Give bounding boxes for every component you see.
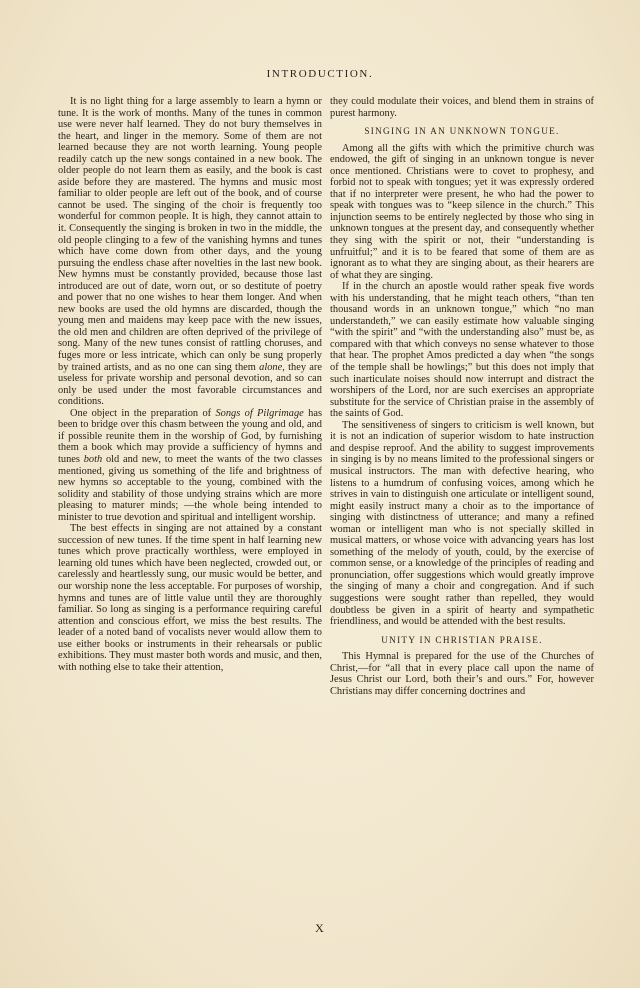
paragraph-text: they are useless for private worship and personal devotion, and so can only be used under the most favorable circumstances and conditions. [58, 361, 322, 408]
paragraph-text: has been to bridge over this chasm between the young and old, and if possible reunite them in the worship of God, by furnishing them a book which may provide a sufficiency of hymns and tunes [58, 407, 322, 465]
section-heading: SINGING IN AN UNKNOWN TONGUE. [364, 126, 560, 137]
italic-word: both [83, 453, 103, 465]
paragraph: This Hymnal is prepared for the use of the Churches of Christ,—for “all that in every place call upon the name of Jesus Christ our Lord, both their’s and ours.” For, however Christians may differ concerning doctrines and [330, 651, 594, 697]
paragraph: Among all the gifts with which the primitive church was endowed, the gift of singing in an unknown tongue is never once mentioned. Christians were to covet to prophesy, and forbid not to speak with tongues; yet it was expressly ordered that if no interpreter were present, he who had the power to speak with tongues was to “keep silence in the church.” This injunction seems to be entirely neglected by those who sing in unknown tongues at the present day, and consequently whether they sing with the spirit or not, their “understanding is unfruitful;” and it is to be feared that some of them are as ignorant as to what they are singing about, as their hearers are of what they are singing. [330, 142, 594, 281]
paragraph: The sensitiveness of singers to criticism is well known, but it is not an indication of superior wisdom to hate instruction and despise reproof. And the ability to suggest improvements in singing is by no means limited to the professional singers or musical instructors. The man with defective hearing, who listens to a humdrum of confusing voices, among which he strives in vain to distinguish one articulate or intelligent sound, might easily instruct many a choir as to the importance of singing with distinctness of utterance; and many a refined woman or intelligent man who is not specially skilled in musical matters, or whose voice with advancing years has lost something of the melody of youth, could, by the exercise of common sense, or a knowledge of the principles of reading and pronunciation, offer suggestions which would greatly improve the singing of many a choir and congregation. And if such suggestions were sought rather than repelled, they would doubtless be given in a spirit of hearty and sympathetic friendliness, and would be attended with the best results. [330, 419, 594, 628]
italic-word: alone, [259, 361, 285, 373]
paragraph-text: old and new, to meet the wants of the two classes mentioned, giving us something of the life and brightness of new hymns so acceptable to the young, combined with the solidity and stability of those undying strains which are more pleasing to maturer minds; —the whole being intended to minister to true devotion and spiritual and intelligent worship. [58, 453, 322, 523]
paragraph-text: It is no light thing for a large assembly to learn a hymn or tune. It is the work of months. Many of the tunes in common use were never half learned. They do not bury themselves in the heart, and linger in the memory. Some of them are not learned because they are not worth learning. Young people readily catch up the new songs contained in a new book. The older people do not learn them as easily, and the book is cast aside before they are mastered. The hymns and music most familiar to older people are left out of the book, and of course cannot be used. The singing of the choir is frequently too wonderful for common people. It is high, they cannot attain to it. Consequently the singing is broken in two in the middle, the old people clinging to a few of the vanishing hymns and tunes which have come down from other days, and the young pursuing the endless chase after novelties in the last new book. New hymns must be constantly provided, because those last introduced are out of date, worn out, or so destitute of poetry and power that no one wishes to hear them longer. And when new books are used the old hymns are discarded, though the young men and maidens may keep pace with the new issues, the old men and children are often deprived of the privilege of song. Many of the new tunes consist of rattling choruses, and fuges more or less intricate, which can only be sung properly by trained artists, and as no one can sing them [58, 96, 322, 373]
running-head: INTRODUCTION. [266, 68, 374, 80]
paragraph [58, 96, 322, 408]
section-heading: UNITY IN CHRISTIAN PRAISE. [381, 634, 543, 645]
paragraph: they could modulate their voices, and blend them in strains of purest harmony. [330, 96, 594, 119]
paragraph: The best effects in singing are not attained by a constant succession of new tunes. If the time spent in half learning new tunes which prove practically worthless, were employed in learning old tunes which have been neglected, crowded out, or carelessly and heartlessly sung, our music would be better, and our worship none the less acceptable. For purposes of worship, hymns and tunes are of little value until they are thoroughly familiar. So long as singing is a performance requiring careful attention and conscious effort, we miss the best results. The leader of a noted band of vocalists never would allow them to use either books or instruments in their rehearsals or public exhibitions. They must master both words and music, and then, with nothing else to take their attention, [58, 523, 322, 673]
paragraph [58, 408, 322, 523]
page-number: X [315, 921, 325, 935]
right-column [330, 96, 594, 697]
paragraph: If in the church an apostle would rather speak five words with his understanding, that he might teach others, “than ten thousand words in an unknown tongue,” which “no man understandeth,” we can easily estimate how valuable singing “with the spirit” and “with the understanding also” must be, as compared with that which conveys no sense whatever to those that hear. The prophet Amos predicted a day when “the songs of the temple shall be howlings;” but this does not imply that such inarticulate noises should now interrupt and distract the worshipers of the Lord, nor are such exercises an appropriate substitute for the service of Christian praise in the assembly of the saints of God. [330, 281, 594, 420]
book-title: Songs of Pilgrimage [215, 407, 304, 419]
paragraph-text: One object in the preparation of [70, 407, 212, 419]
left-column [58, 96, 322, 673]
